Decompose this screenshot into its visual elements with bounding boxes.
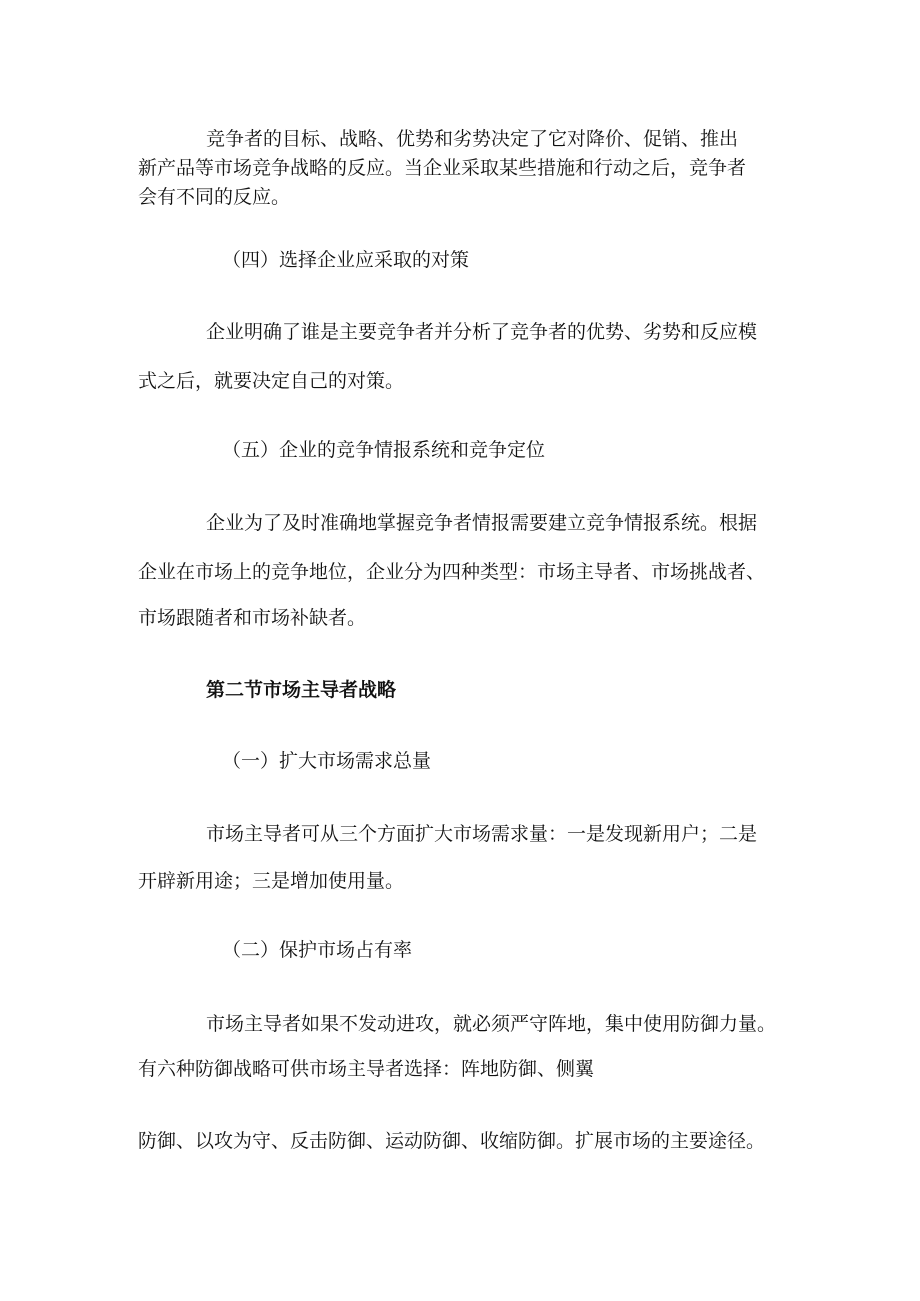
paragraph-1-line-1: 竞争者的目标、战略、优势和劣势决定了它对降价、促销、推出 [206, 128, 739, 150]
paragraph-5-line-1: 市场主导者如果不发动进攻，就必须严守阵地，集中使用防御力量。 [206, 1013, 777, 1035]
heading-five: （五）企业的竞争情报系统和竞争定位 [222, 439, 546, 461]
heading-one: （一）扩大市场需求总量 [222, 750, 432, 772]
paragraph-3-line-3: 市场跟随者和市场补缺者。 [138, 607, 367, 629]
paragraph-5-line-2: 有六种防御战略可供市场主导者选择：阵地防御、侧翼 [138, 1058, 595, 1080]
section-title: 第二节市场主导者战略 [206, 679, 397, 701]
heading-two: （二）保护市场占有率 [222, 939, 413, 961]
paragraph-1-line-2: 新产品等市场竞争战略的反应。当企业采取某些措施和行动之后，竞争者 [138, 157, 747, 179]
paragraph-1-line-3: 会有不同的反应。 [138, 186, 291, 208]
paragraph-3-line-2: 企业在市场上的竞争地位，企业分为四种类型：市场主导者、市场挑战者、 [138, 561, 766, 583]
paragraph-2-line-1: 企业明确了谁是主要竞争者并分析了竞争者的优势、劣势和反应模 [206, 321, 758, 343]
paragraph-3-line-1: 企业为了及时准确地掌握竞争者情报需要建立竞争情报系统。根据 [206, 512, 758, 534]
paragraph-5-line-3: 防御、以攻为守、反击防御、运动防御、收缩防御。扩展市场的主要途径。 [138, 1130, 766, 1152]
paragraph-4-line-2: 开辟新用途；三是增加使用量。 [138, 870, 405, 892]
paragraph-4-line-1: 市场主导者可从三个方面扩大市场需求量：一是发现新用户；二是 [206, 823, 758, 845]
paragraph-2-line-2: 式之后，就要决定自己的对策。 [138, 370, 405, 392]
heading-four: （四）选择企业应采取的对策 [222, 249, 470, 271]
